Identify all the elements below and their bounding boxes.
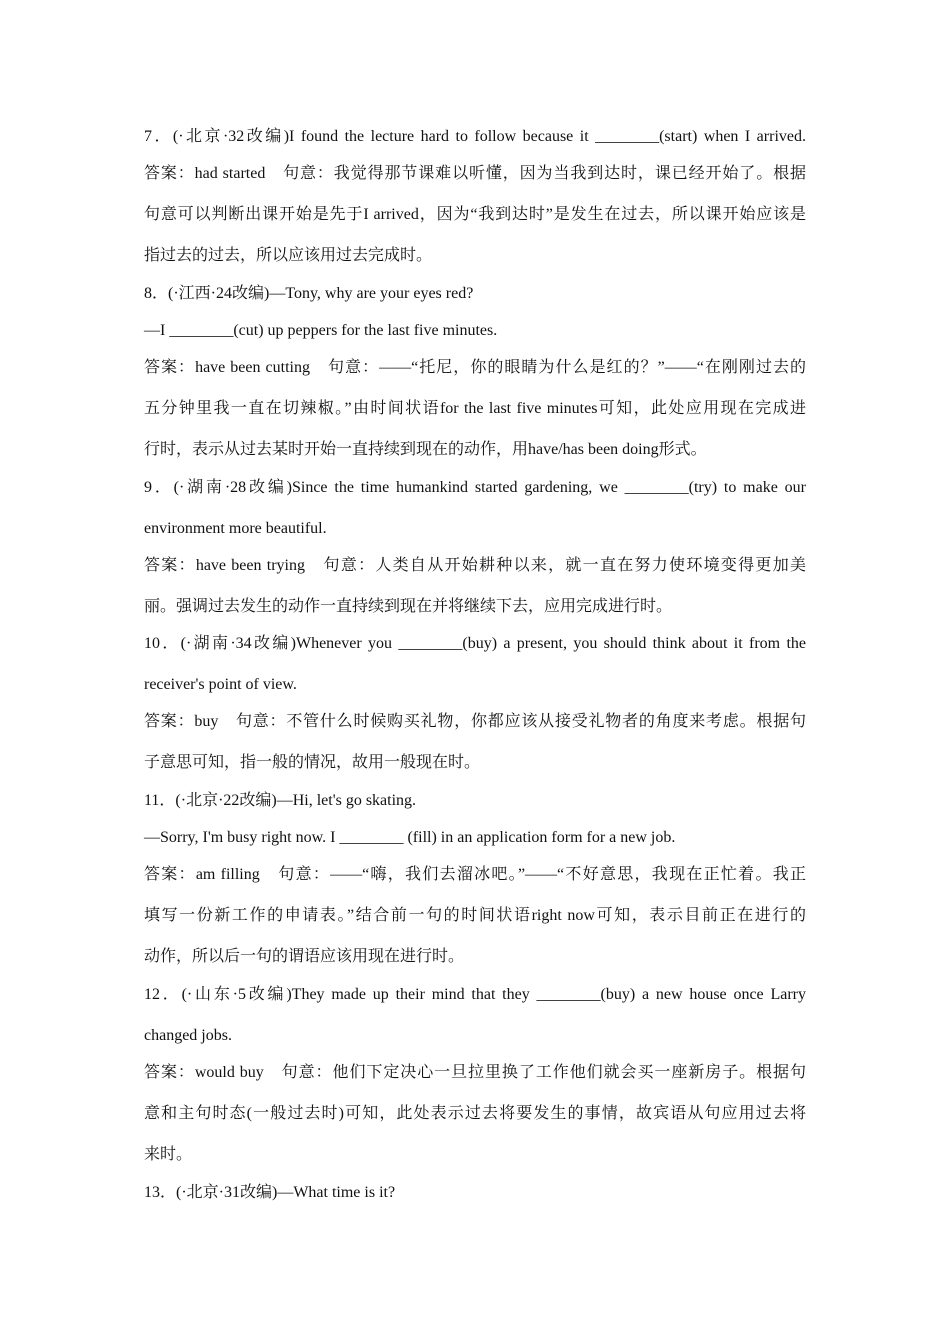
answer-12-line-3: 来时。 <box>144 1146 193 1163</box>
answer-7-line-3: 指过去的过去，所以应该用过去完成时。 <box>144 247 433 264</box>
answer-12-line-2: 意和主句时态(一般过去时)可知，此处表示过去将要发生的事情，故宾语从句应用过去将 <box>144 1105 806 1122</box>
answer-11-line-2: 填写一份新工作的申请表。”结合前一句的时间状语right now可知，表示目前正在进行的 <box>144 907 806 924</box>
answer-10-line-1: 答案：buy 句意：不管什么时候购买礼物，你都应该从接受礼物者的角度来考虑。根据句 <box>144 713 806 730</box>
question-8-line-1: 8．(·江西·24改编)—Tony, why are your eyes red? <box>144 285 474 302</box>
answer-11-line-3: 动作，所以后一句的谓语应该用现在进行时。 <box>144 948 465 965</box>
question-11-line-2: —Sorry, I'm busy right now. I ________ (fill) in an application form for a new job. <box>144 829 676 846</box>
question-7-text: 7．(·北京·32改编)I found the lecture hard to follow because it ________(start) when I arrived. <box>144 128 806 145</box>
question-12-line-2: changed jobs. <box>144 1027 232 1044</box>
answer-8-line-3: 行时，表示从过去某时开始一直持续到现在的动作，用have/has been doing形式。 <box>144 441 707 458</box>
question-13-line-1: 13．(·北京·31改编)—What time is it? <box>144 1184 396 1201</box>
question-9-line-1: 9．(·湖南·28改编)Since the time humankind started gardening, we ________(try) to make our <box>144 479 806 496</box>
answer-7-line-1: 答案：had started 句意：我觉得那节课难以听懂，因为当我到达时，课已经开始了。根据 <box>144 165 806 182</box>
question-8-line-2: —I ________(cut) up peppers for the last five minutes. <box>144 322 498 339</box>
answer-9-line-2: 丽。强调过去发生的动作一直持续到现在并将继续下去，应用完成进行时。 <box>144 598 673 615</box>
question-9-line-2: environment more beautiful. <box>144 520 327 537</box>
answer-12-line-1: 答案：would buy 句意：他们下定决心一旦拉里换了工作他们就会买一座新房子。根据句 <box>144 1064 806 1081</box>
question-10-line-2: receiver's point of view. <box>144 676 297 693</box>
answer-8-line-2: 五分钟里我一直在切辣椒。”由时间状语for the last five minutes可知，此处应用现在完成进 <box>144 400 806 417</box>
question-12-line-1: 12．(·山东·5改编)They made up their mind that they ________(buy) a new house once Larry <box>144 986 806 1003</box>
answer-7-line-2: 句意可以判断出课开始是先于I arrived，因为“我到达时”是发生在过去，所以课开始应该是 <box>144 206 806 223</box>
question-11-line-1: 11．(·北京·22改编)—Hi, let's go skating. <box>144 792 417 809</box>
answer-11-line-1: 答案：am filling 句意：——“嗨，我们去溜冰吧。”——“不好意思，我现在正忙着。我正 <box>144 866 806 883</box>
answer-8-line-1: 答案：have been cutting 句意：——“托尼，你的眼睛为什么是红的？”——“在刚刚过去的 <box>144 359 806 376</box>
answer-10-line-2: 子意思可知，指一般的情况，故用一般现在时。 <box>144 754 481 771</box>
question-10-line-1: 10．(·湖南·34改编)Whenever you ________(buy) a present, you should think about it from the <box>144 635 806 652</box>
answer-9-line-1: 答案：have been trying 句意：人类自从开始耕种以来，就一直在努力使环境变得更加美 <box>144 557 806 574</box>
